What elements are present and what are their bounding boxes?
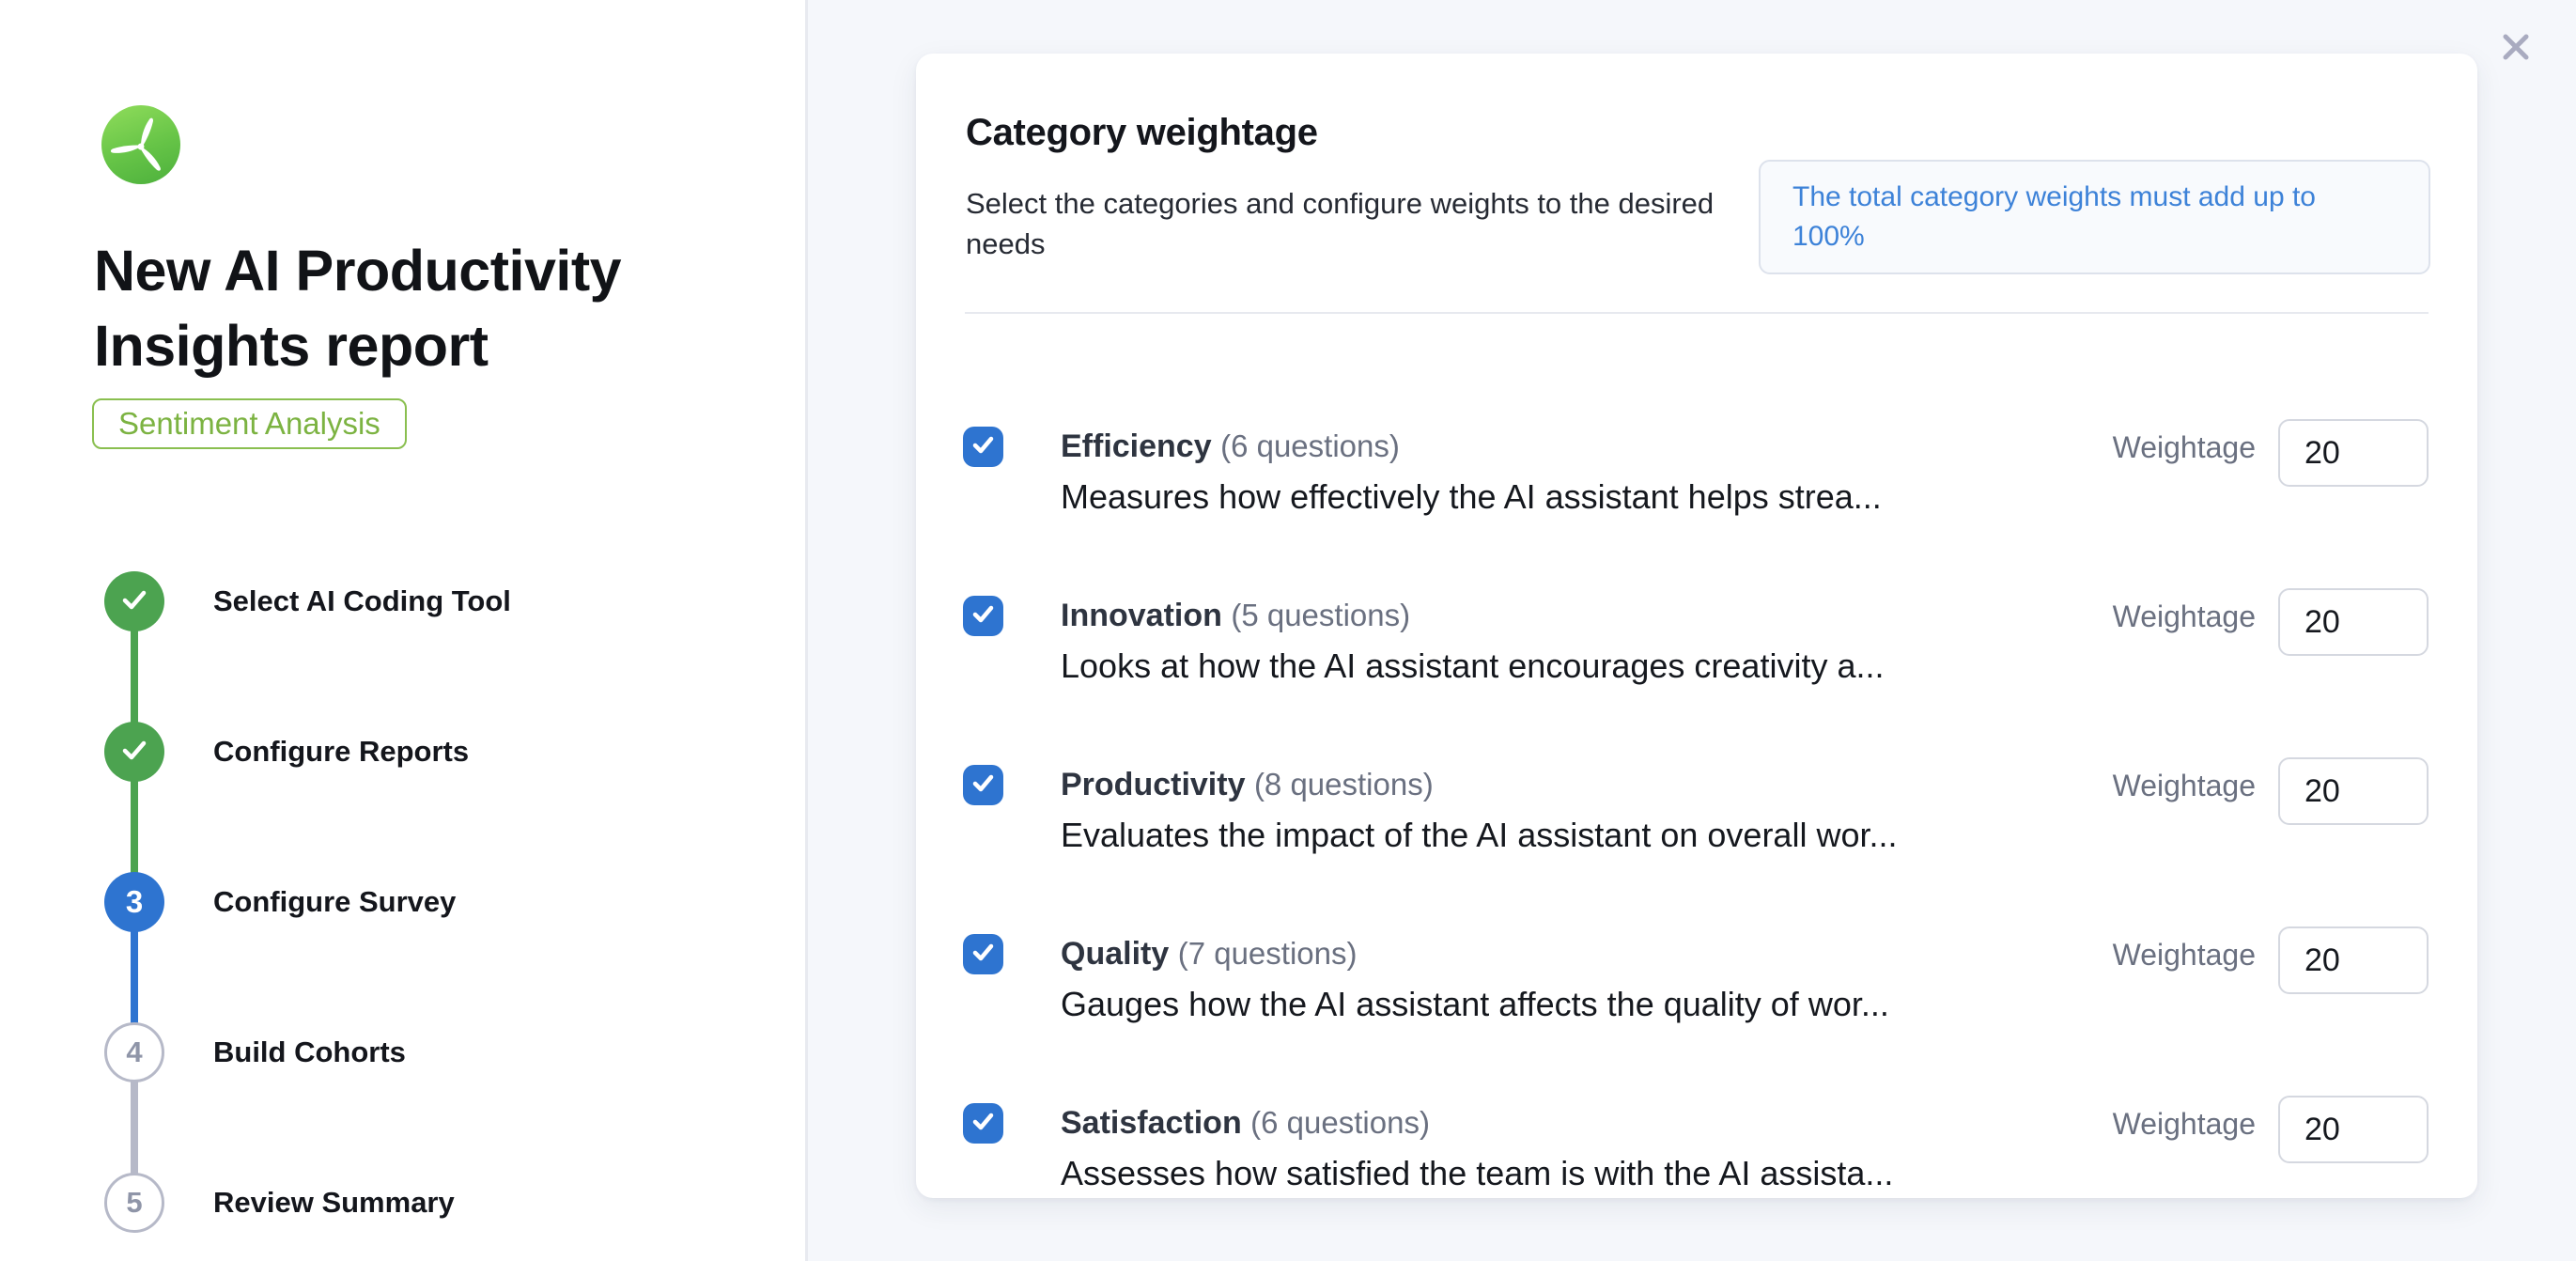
category-description: Gauges how the AI assistant affects the quality of wor... bbox=[1061, 985, 1889, 1023]
category-checkbox[interactable] bbox=[963, 765, 1003, 805]
report-title: New AI Productivity Insights report bbox=[94, 239, 622, 378]
weightage-input[interactable] bbox=[2278, 926, 2429, 994]
category-description: Assesses how satisfied the team is with the AI assista... bbox=[1061, 1154, 1894, 1192]
category-name: Innovation (5 questions) bbox=[1061, 598, 1411, 633]
weightage-label: Weightage bbox=[2112, 599, 2256, 633]
step-circle-select-ai-coding-tool[interactable] bbox=[104, 571, 164, 631]
header-divider bbox=[965, 312, 2429, 314]
category-name: Efficiency (6 questions) bbox=[1061, 428, 1400, 464]
weightage-input[interactable] bbox=[2278, 757, 2429, 825]
modal-title: Category weightage bbox=[966, 112, 1318, 153]
category-description: Measures how effectively the AI assistant helps strea... bbox=[1061, 477, 1882, 516]
check-icon bbox=[117, 733, 151, 771]
category-question-count: (6 questions) bbox=[1250, 1105, 1430, 1140]
step-label-build-cohorts[interactable]: Build Cohorts bbox=[213, 1035, 406, 1068]
category-row-satisfaction bbox=[966, 1069, 2429, 1238]
check-icon bbox=[117, 583, 151, 621]
category-name: Satisfaction (6 questions) bbox=[1061, 1105, 1430, 1141]
category-question-count: (6 questions) bbox=[1220, 428, 1400, 463]
category-checkbox[interactable] bbox=[963, 934, 1003, 974]
weightage-label: Weightage bbox=[2112, 938, 2256, 972]
app-logo bbox=[101, 105, 180, 184]
step-label-review-summary[interactable]: Review Summary bbox=[213, 1186, 455, 1219]
step-label-select-ai-coding-tool[interactable]: Select AI Coding Tool bbox=[213, 584, 511, 617]
check-icon bbox=[969, 430, 998, 464]
check-icon bbox=[969, 599, 998, 633]
weightage-input[interactable] bbox=[2278, 1096, 2429, 1163]
category-question-count: (7 questions) bbox=[1177, 936, 1358, 971]
category-row-productivity bbox=[966, 731, 2429, 900]
sidebar bbox=[0, 0, 808, 1261]
category-row-innovation bbox=[966, 562, 2429, 731]
category-description: Evaluates the impact of the AI assistant on overall wor... bbox=[1061, 816, 1898, 854]
check-icon bbox=[969, 1107, 998, 1141]
category-checkbox[interactable] bbox=[963, 427, 1003, 467]
weightage-label: Weightage bbox=[2112, 769, 2256, 802]
check-icon bbox=[969, 769, 998, 802]
step-circle-configure-reports[interactable] bbox=[104, 722, 164, 782]
total-weights-notice bbox=[1759, 160, 2430, 274]
step-number: 5 bbox=[126, 1186, 143, 1219]
category-description: Looks at how the AI assistant encourages creativity a... bbox=[1061, 646, 1885, 685]
step-label-configure-survey[interactable]: Configure Survey bbox=[213, 885, 457, 918]
step-circle-review-summary[interactable] bbox=[104, 1173, 164, 1233]
weightage-input[interactable] bbox=[2278, 419, 2429, 487]
category-name: Quality (7 questions) bbox=[1061, 936, 1358, 972]
close-icon bbox=[2499, 30, 2533, 67]
category-checkbox[interactable] bbox=[963, 596, 1003, 636]
step-number: 4 bbox=[126, 1035, 143, 1068]
weightage-label: Weightage bbox=[2112, 1107, 2256, 1141]
step-circle-configure-survey[interactable] bbox=[104, 872, 164, 932]
category-row-quality bbox=[966, 900, 2429, 1069]
weightage-label: Weightage bbox=[2112, 430, 2256, 464]
category-question-count: (5 questions) bbox=[1231, 598, 1411, 632]
step-number: 3 bbox=[125, 884, 144, 919]
notice-text: The total category weights must add up to 100% bbox=[1792, 181, 2316, 252]
category-name: Productivity (8 questions) bbox=[1061, 767, 1434, 802]
category-checkbox[interactable] bbox=[963, 1103, 1003, 1144]
modal-subtitle: Select the categories and configure weights to the desired needs bbox=[966, 187, 1715, 260]
category-weightage-modal bbox=[916, 54, 2477, 1198]
category-row-efficiency bbox=[966, 393, 2429, 562]
sentiment-analysis-badge: Sentiment Analysis bbox=[92, 398, 407, 449]
weightage-input[interactable] bbox=[2278, 588, 2429, 656]
close-button[interactable] bbox=[2486, 18, 2546, 78]
check-icon bbox=[969, 938, 998, 972]
step-label-configure-reports[interactable]: Configure Reports bbox=[213, 735, 470, 768]
category-question-count: (8 questions) bbox=[1253, 767, 1434, 802]
step-circle-build-cohorts[interactable] bbox=[104, 1022, 164, 1082]
